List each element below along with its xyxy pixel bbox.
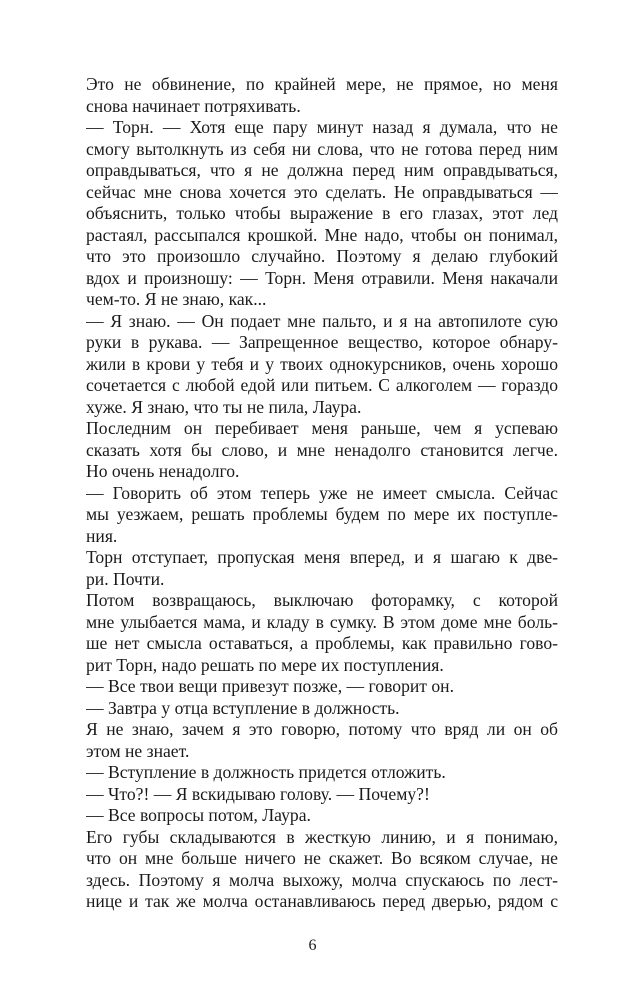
text-line: — Я знаю. — Он подает мне пальто, и я на автопилоте сую (86, 310, 558, 331)
text-line: Торн отступает, пропуская меня вперед, и я шагаю к две- (86, 547, 558, 567)
text-line: — Вступление в должность придется отложить. (86, 762, 446, 782)
text-line: — Все вопросы потом, Лаура. (86, 805, 311, 825)
text-line: сказать хотя бы слово, и мне ненадолго становится легче. (86, 439, 558, 460)
text-line: — Все твои вещи привезут позже, — говорит он. (86, 676, 454, 696)
text-line: оправдываться, что я не должна перед ним оправдываться, (86, 160, 558, 180)
text-line: смогу вытолкнуть из себя ни слова, что не готова перед ним (86, 138, 558, 159)
text-line: ри. Почти. (86, 568, 165, 589)
text-line: мне улыбается мама, и кладу в сумку. В этом доме мне боль- (86, 611, 558, 632)
text-line: объяснить, только чтобы выражение в его глазах, этот лед (86, 203, 558, 223)
text-line: — Что?! — Я вскидываю голову. — Почему?! (86, 783, 430, 804)
text-line: Его губы складываются в жесткую линию, и я понимаю, (86, 826, 558, 847)
text-line: Я не знаю, зачем я это говорю, потому что вряд ли он об (86, 719, 558, 739)
text-line: — Торн. — Хотя еще пару минут назад я думала, что не (86, 117, 558, 137)
text-line: мы уезжаем, решать проблемы будем по мере их поступле- (86, 504, 558, 524)
text-line: жили в крови у тебя и у твоих однокурсников, очень хорошо (86, 353, 558, 374)
text-line: что это произошло случайно. Поэтому я делаю глубокий (86, 246, 558, 266)
text-line: — Говорить об этом теперь уже не имеет смысла. Сейчас (86, 482, 558, 503)
text-line: сочетается с любой едой или питьем. С алкоголем — гораздо (86, 375, 558, 395)
text-line: Потом возвращаюсь, выключаю фоторамку, с которой (86, 590, 558, 610)
text-line: Последним он перебивает меня раньше, чем я успеваю (86, 418, 558, 438)
text-line: что он мне больше ничего не скажет. Во всяком случае, не (86, 848, 558, 868)
text-line: чем-то. Я не знаю, как... (86, 289, 267, 309)
text-line: ния. (86, 525, 118, 546)
text-line: руки в рукава. — Запрещенное вещество, которое обнару- (86, 332, 558, 352)
text-line: рит Торн, надо решать по мере их поступления. (86, 654, 444, 675)
text-line: здесь. Поэтому я молча выхожу, молча спускаюсь по лест- (86, 869, 558, 890)
text-line: ше нет смысла оставаться, а проблемы, как правильно гово- (86, 633, 558, 653)
text-line: хуже. Я знаю, что ты не пила, Лаура. (86, 396, 362, 417)
text-line: вдох и произношу: — Торн. Меня отравили. Меня накачали (86, 267, 558, 288)
text-line: сейчас мне снова хочется это сделать. Не оправдываться — (86, 181, 558, 202)
text-line: нице и так же молча останавливаюсь перед дверью, рядом с (86, 891, 558, 911)
body-text (86, 74, 558, 913)
text-line: — Завтра у отца вступление в должность. (86, 697, 400, 718)
text-line: Это не обвинение, по крайней мере, не прямое, но меня (86, 74, 558, 94)
text-line: Но очень ненадолго. (86, 461, 240, 481)
text-line: растаял, рассыпался крошкой. Мне надо, чтобы он понимал, (86, 224, 558, 245)
text-line: этом не знает. (86, 740, 190, 761)
text-line: снова начинает потряхивать. (86, 95, 301, 116)
page-number: 6 (308, 937, 317, 954)
